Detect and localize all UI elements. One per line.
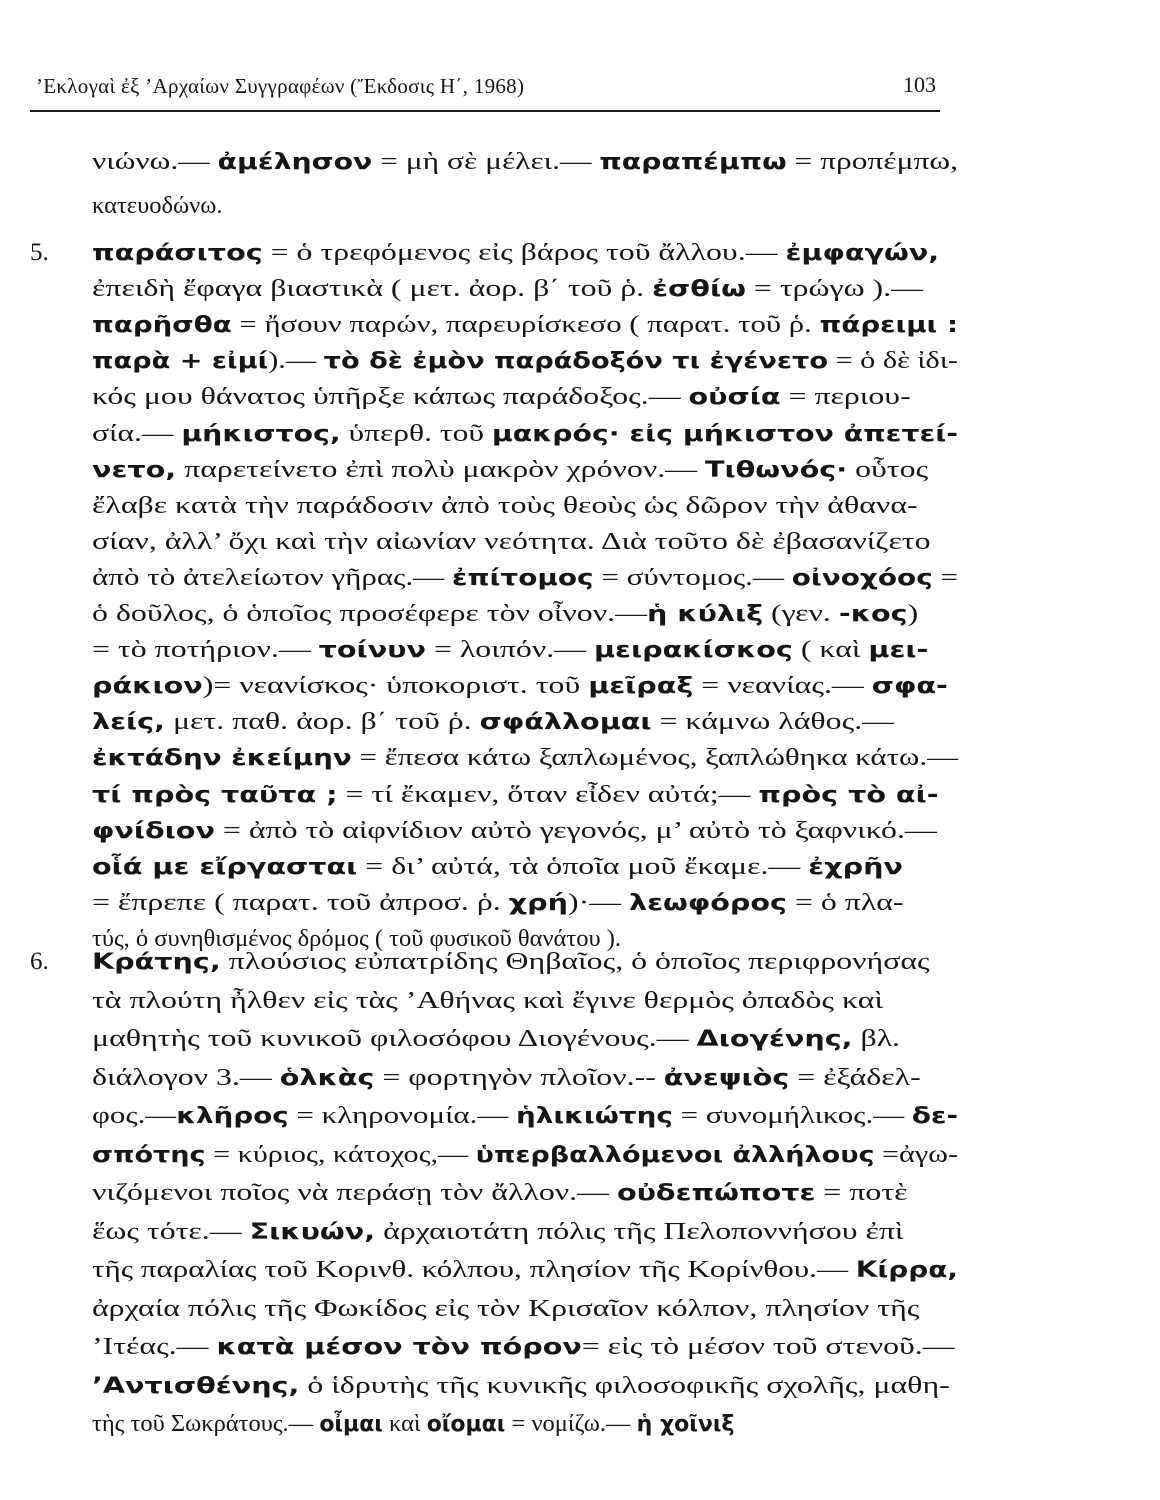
gloss-text: = νεανίας.— (693, 672, 872, 700)
headword: χρή (508, 890, 568, 916)
headword: οὐδεπώποτε (616, 1181, 816, 1206)
gloss-text: = κύριος, κάτοχος,— (205, 1140, 476, 1168)
headword: ὁλκὰς (279, 1065, 375, 1091)
headword: μεῖραξ (588, 674, 694, 700)
text-line (92, 887, 904, 919)
text-line (92, 706, 894, 738)
gloss-text: ἀπὸ τὸ ἀτελείωτον γῆρας.— (92, 563, 452, 591)
text-line (92, 1177, 908, 1209)
gloss-text: = κληρονομία.— (288, 1102, 517, 1129)
headword: Διογένης, (696, 1027, 853, 1052)
gloss-text: ἀρχαία πόλις τῆς Φωκίδος εἰς τὸν Κρισαῖον κόλπον, πλησίον τῆς (92, 1294, 920, 1322)
text-line (92, 1100, 958, 1132)
text-line (92, 815, 937, 847)
gloss-text: = ἐξάδελ- (789, 1063, 921, 1091)
text-line (92, 1023, 900, 1055)
gloss-text: κός μου θάνατος ὑπῆρξε κάπως παράδοξος.— (92, 383, 689, 411)
gloss-text: )= νεανίσκος· ὑποκοριστ. τοῦ (202, 672, 589, 700)
gloss-text: τύς, ὁ συνηθισμένος δρόμος ( τοῦ φυσικοῦ θανάτου ). (92, 924, 622, 952)
text-line (92, 851, 903, 883)
gloss-text: = λοιπόν.— (425, 636, 595, 664)
text-line (92, 1331, 955, 1363)
text-line (92, 146, 958, 178)
headword: ράκιον (92, 674, 203, 700)
gloss-text: = τί ἔκαμεν, ὅταν εἶδεν αὐτά;— (337, 780, 759, 808)
gloss-text: = τρώγω ).— (745, 275, 923, 303)
text-line (92, 418, 958, 450)
gloss-text: = ἔπεσα κάτω ξαπλωμένος, ξαπλώθηκα κάτω.— (351, 744, 959, 772)
text-line (92, 946, 930, 978)
headword: παραπέμπω (599, 150, 787, 175)
gloss-text: καὶ (382, 1410, 427, 1437)
headword: τί πρὸς ταῦτα ; (92, 782, 338, 808)
headword: οἶμαι (319, 1412, 383, 1437)
gloss-text: πλούσιος εὐπατρίδης Θηβαῖος, ὁ ὁποῖος περιφρονήσας (220, 948, 930, 975)
headword: ἡ χοῖνιξ (636, 1412, 735, 1437)
headword: ἡ κύλιξ (646, 602, 764, 627)
headword: ἐκτάδην ἐκείμην (92, 746, 352, 772)
gloss-text: ’Ιτέας.— (92, 1333, 217, 1360)
gloss-text: βλ. (852, 1025, 901, 1052)
gloss-text: ἕως τότε.— (92, 1217, 250, 1245)
gloss-text: =ἀγω- (874, 1140, 958, 1168)
headword: ἡλικιώτης (516, 1104, 673, 1129)
headword: ἀμέλησον (217, 150, 373, 175)
gloss-text: μετ. παθ. ἀορ. β΄ τοῦ ῥ. (164, 708, 480, 736)
section-number: 6. (30, 948, 49, 975)
gloss-text: ὑπερθ. τοῦ (340, 419, 492, 447)
headword: Κίρρα, (855, 1258, 958, 1283)
text-line (92, 1254, 958, 1286)
gloss-text: οὗτος (847, 455, 929, 483)
gloss-text: )·— (567, 888, 630, 916)
gloss-text: = ποτὲ (815, 1179, 908, 1206)
headword: Τιθωνός· (705, 457, 848, 483)
headword: λεωφόρος (629, 890, 787, 916)
text-line (92, 1408, 734, 1440)
gloss-text: τὰ πλούτη ἦλθεν εἰς τὰς ’Αθήνας καὶ ἔγινε θερμὸς ὀπαδὸς καὶ (92, 986, 884, 1014)
gloss-text: = νομίζω.— (505, 1410, 637, 1437)
headword: κατὰ μέσον τὸν πόρον (216, 1335, 582, 1360)
headword: λείς, (92, 710, 165, 736)
gloss-text: παρετείνετο ἐπὶ πολὺ μακρὸν χρόνον.— (176, 455, 706, 483)
headword: πρὸς τὸ αἰ- (758, 782, 939, 808)
gloss-text: ἐπειδὴ ἔφαγα βιαστικὰ ( μετ. ἀορ. β΄ τοῦ ῥ. (92, 275, 653, 303)
gloss-text: ἀρχαιοτάτη πόλις τῆς Πελοποννήσου ἐπὶ (375, 1217, 904, 1245)
headword: πάρειμι : (819, 313, 958, 339)
headword: παρῆσθα (92, 313, 232, 339)
headword: κλῆρος (176, 1104, 289, 1129)
text-line (92, 490, 918, 522)
gloss-text: = συνομήλικος.— (672, 1102, 912, 1129)
gloss-text: = φορτηγὸν πλοῖον.-- (374, 1063, 664, 1091)
headword: ἐμφαγών, (785, 241, 940, 266)
gloss-text: κατευοδώνω. (92, 192, 223, 219)
headword: ἐσθίω (652, 277, 746, 303)
headword: σφα- (871, 674, 948, 700)
gloss-text: σία.— (92, 419, 182, 447)
running-header (30, 70, 940, 112)
gloss-text: ὁ ἱδρυτὴς τῆς κυνικῆς φιλοσοφικῆς σχολῆς, μαθη- (299, 1371, 950, 1399)
text-line (92, 742, 958, 774)
gloss-text: ) (907, 600, 919, 627)
gloss-text: = ὁ πλα- (786, 888, 904, 916)
headword: τὸ δὲ ἐμὸν παράδοξόν τι ἐγένετο (323, 349, 829, 375)
gloss-text: = προπέμπω, (786, 148, 959, 175)
headword: οἷά με εἴργασται (92, 854, 358, 880)
gloss-text: = δι’ αὐτά, τὰ ὁποῖα μοῦ ἔκαμε.— (357, 852, 809, 880)
headword: -κος (838, 602, 908, 627)
gloss-text: = κάμνω λάθος.— (651, 708, 895, 736)
gloss-text: ( καὶ (792, 636, 869, 664)
text-line (92, 562, 958, 594)
text-line (92, 237, 939, 269)
headword: Κράτης, (92, 950, 221, 975)
gloss-text: (γεν. (763, 600, 839, 627)
book-title: ’Εκλογαὶ ἐξ ’Αρχαίων Συγγραφέων (Ἔκδοσις Η΄, 1968) (36, 74, 525, 98)
gloss-text: = ὁ τρεφόμενος εἰς βάρος τοῦ ἄλλου.— (262, 239, 786, 266)
headword: Σικυών, (249, 1219, 376, 1245)
headword: ἀνεψιὸς (663, 1065, 790, 1091)
headword: ἐχρῆν (808, 854, 903, 880)
gloss-text: μαθητὴς τοῦ κυνικοῦ φιλοσόφου Διογένους.— (92, 1025, 697, 1052)
gloss-text: ἔλαβε κατὰ τὴν παράδοσιν ἀπὸ τοὺς θεοὺς ὡς δῶρον τὴν ἀθανα- (92, 491, 918, 519)
headword: ’Αντισθένης, (92, 1373, 300, 1399)
text-line (92, 345, 958, 377)
text-line (92, 1139, 958, 1171)
headword: τοίνυν (318, 638, 426, 664)
gloss-text: ).— (268, 347, 324, 375)
gloss-text: ὁ δοῦλος, ὁ ὁποῖος προσέφερε τὸν οἶνον.— (92, 600, 647, 627)
gloss-text: = τὸ ποτήριον.— (92, 636, 319, 664)
headword: μακρός· εἰς μήκιστον ἀπετεί- (491, 421, 958, 447)
gloss-text: = ἀπὸ τὸ αἰφνίδιον αὐτὸ γεγονός, μ’ αὐτὸ τὸ ξαφνικό.— (214, 816, 937, 844)
gloss-text: = σύντομος.— (593, 563, 792, 591)
headword: φνίδιον (92, 818, 215, 844)
text-line (92, 1293, 919, 1325)
headword: σφάλλομαι (479, 710, 652, 736)
headword: μήκιστος, (181, 421, 341, 447)
text-line (92, 309, 958, 341)
headword: νετο, (92, 457, 177, 483)
text-line (92, 190, 222, 222)
headword: σπότης (92, 1142, 206, 1168)
gloss-text: = ἤσουν παρών, παρευρίσκεσο ( παρατ. τοῦ ῥ. (231, 311, 820, 339)
text-line (92, 1370, 950, 1402)
text-line (92, 634, 928, 666)
headword: παράσιτος (92, 241, 263, 266)
headword: οἴομαι (426, 1412, 506, 1437)
text-line (92, 454, 928, 486)
headword: μει- (868, 638, 929, 664)
headword: ἐπίτομος (451, 565, 594, 591)
gloss-text: = ἔπρεπε ( παρατ. τοῦ ἀπροσ. ῥ. (92, 888, 509, 916)
headword: ὑπερβαλλόμενοι ἀλλήλους (475, 1142, 875, 1168)
text-line (92, 381, 911, 413)
section-number: 5. (30, 239, 49, 266)
gloss-text: νιζόμενοι ποῖος νὰ περάσῃ τὸν ἄλλον.— (92, 1179, 617, 1206)
gloss-text: = περιου- (780, 383, 911, 411)
gloss-text: διάλογον 3.— (92, 1063, 280, 1091)
gloss-text: = (932, 563, 958, 591)
text-line (92, 273, 923, 305)
text-line (92, 670, 948, 702)
gloss-text: = μὴ σὲ μέλει.— (372, 148, 600, 175)
page-number: 103 (903, 72, 936, 97)
text-line (92, 1062, 921, 1094)
text-line (92, 1216, 904, 1248)
text-line (92, 598, 918, 630)
text-line (92, 779, 939, 811)
headword: μειρακίσκος (594, 638, 793, 664)
gloss-text: σίαν, ἀλλ’ ὄχι καὶ τὴν αἰωνίαν νεότητα. Διὰ τοῦτο δὲ ἐβασανίζετο (92, 527, 931, 555)
text-line (92, 985, 883, 1017)
headword: οἰνοχόος (791, 565, 933, 591)
text-line (92, 526, 931, 558)
gloss-text: = ὁ δὲ ἰδι- (828, 347, 958, 375)
headword: οὐσία (688, 385, 781, 411)
gloss-text: τῆς παραλίας τοῦ Κορινθ. κόλπου, πλησίον τῆς Κορίνθου.— (92, 1256, 856, 1283)
gloss-text: τὴς τοῦ Σωκράτους.— (92, 1410, 320, 1437)
headword: παρὰ + εἰμί (92, 349, 269, 375)
gloss-text: φος.— (92, 1102, 177, 1129)
gloss-text: = εἰς τὸ μέσον τοῦ στενοῦ.— (581, 1333, 955, 1360)
headword: δε- (911, 1104, 958, 1129)
gloss-text: νιώνω.— (92, 148, 218, 175)
